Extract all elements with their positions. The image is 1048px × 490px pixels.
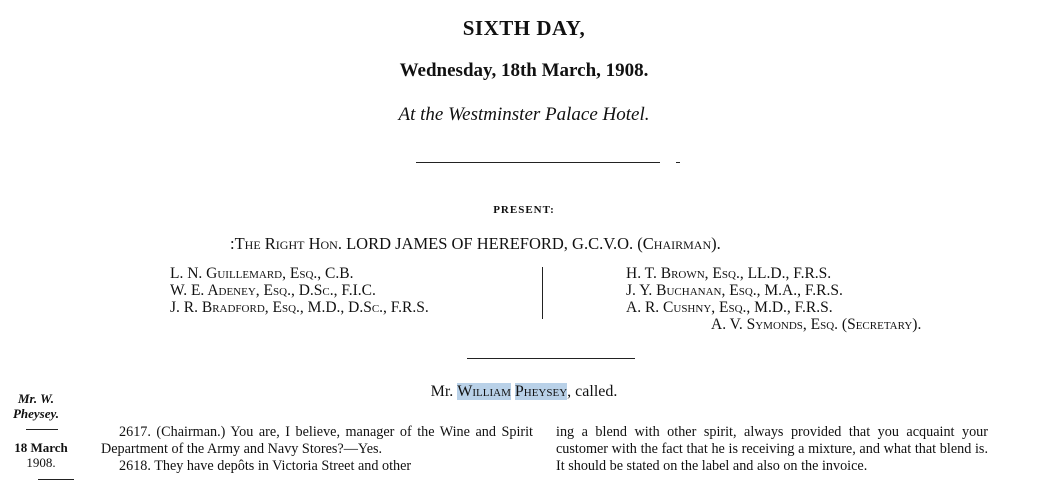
member-right-3: A. R. Cushny, Esq., M.D., F.R.S. xyxy=(626,299,833,316)
witness-surname[interactable]: Pheysey xyxy=(514,383,568,400)
margin-date xyxy=(4,440,78,470)
present-divider xyxy=(467,358,635,359)
members-divider xyxy=(542,267,543,319)
margin-name-line-2: Pheysey. xyxy=(12,406,60,421)
margin-date-line-2: 1908. xyxy=(26,455,56,470)
venue-line: At the Westminster Palace Hotel. xyxy=(398,104,650,125)
secretary-line: A. V. Symonds, Esq. (Secretary). xyxy=(711,316,922,333)
witness-first-name[interactable]: William xyxy=(457,383,511,400)
header-divider xyxy=(416,162,660,163)
member-right-2: J. Y. Buchanan, Esq., M.A., F.R.S. xyxy=(626,282,843,299)
member-left-1: L. N. Guillemard, Esq., C.B. xyxy=(170,265,354,282)
witness-line xyxy=(0,383,1048,401)
member-right-1: H. T. Brown, Esq., LL.D., F.R.S. xyxy=(626,265,832,282)
day-title: SIXTH DAY, xyxy=(462,16,586,40)
right-members-list xyxy=(626,265,843,316)
margin-divider-top xyxy=(26,429,58,430)
member-left-2: W. E. Adeney, Esq., D.Sc., F.I.C. xyxy=(170,282,376,299)
chairman-line: :The Right Hon. LORD JAMES OF HEREFORD, G.C.V.O. (Chairman). xyxy=(230,234,721,253)
present-heading: PRESENT: xyxy=(493,204,555,216)
witness-suffix: , called. xyxy=(567,383,618,400)
paragraph-2617: 2617. (Chairman.) You are, I believe, manager of the Wine and Spirit Department of the Army and Navy Stores?—Yes. xyxy=(101,424,533,457)
left-members-list xyxy=(170,265,429,316)
margin-witness-name xyxy=(4,391,68,421)
paragraph-continued: ing a blend with other spirit, always provided that you acquaint your customer with the fact that he is receiving a mixture, and what that blend is. It should be stated on the label and also on the invoice. xyxy=(556,424,988,474)
body-left-column xyxy=(101,424,533,475)
margin-name-line-1: Mr. W. xyxy=(17,391,54,406)
witness-prefix: Mr. xyxy=(430,383,454,400)
date-line: Wednesday, 18th March, 1908. xyxy=(399,60,649,81)
member-left-3: J. R. Bradford, Esq., M.D., D.Sc., F.R.S. xyxy=(170,299,429,316)
body-right-column xyxy=(556,424,988,475)
header-divider-dot xyxy=(676,162,680,163)
paragraph-2618: 2618. They have depôts in Victoria Street and other xyxy=(119,458,412,474)
margin-date-line-1: 18 March xyxy=(14,440,68,455)
margin-divider-bottom xyxy=(38,479,74,480)
